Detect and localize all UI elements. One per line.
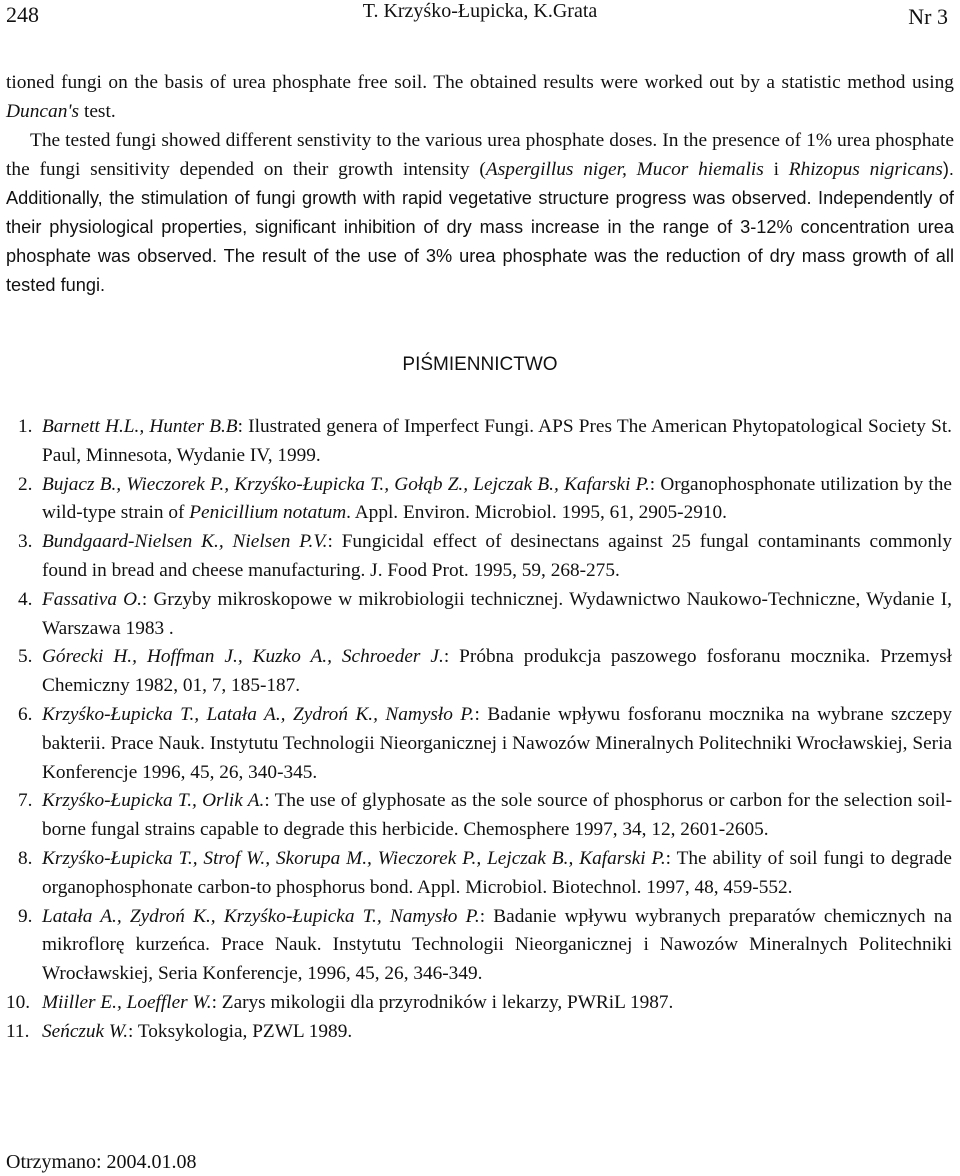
reference-item bbox=[6, 528, 952, 586]
paragraph-1-text: tioned fungi on the basis of urea phosphate free soil. The obtained results were worked out by a statistic method using bbox=[6, 72, 954, 93]
reference-number: 10. bbox=[6, 991, 31, 1013]
reference-text: : Toksykologia, PZWL 1989. bbox=[128, 1020, 353, 1042]
reference-authors: Bujacz B., Wieczorek P., Krzyśko-Łupicka T., Gołąb Z., Lejczak B., Kafarski P. bbox=[42, 473, 650, 495]
reference-text: . Appl. Environ. Microbiol. 1995, 61, 2905-2910. bbox=[346, 502, 727, 524]
paragraph-2-species-1: Aspergillus niger, Mucor hiemalis bbox=[485, 159, 764, 180]
page-number: 248 bbox=[6, 2, 39, 27]
paragraph-1-italic: Duncan's bbox=[6, 101, 80, 122]
reference-text: : Grzyby mikroskopowe w mikrobiologii technicznej. Wydawnictwo Naukowo-Techniczne, Wydanie I, Warszawa 1983 . bbox=[42, 588, 952, 639]
reference-number: 7. bbox=[18, 790, 33, 812]
running-title: T. Krzyśko-Łupicka, K.Grata bbox=[362, 0, 598, 22]
paragraph-2-species-2: Rhizopus nigricans bbox=[788, 159, 943, 180]
reference-text: : Zarys mikologii dla przyrodników i lekarzy, PWRiL 1987. bbox=[211, 991, 674, 1013]
reference-text: : The use of glyphosate as the sole source of phosphorus or carbon for the selection soil-borne fungal strains capable to degrade this herbicide. Chemosphere 1997, 34, 12, 2601-2605. bbox=[42, 790, 952, 841]
reference-authors: Seńczuk W. bbox=[42, 1020, 129, 1042]
reference-text: : Badanie wpływu fosforanu mocznika na wybrane szczepy bakterii. Prace Nauk. Instytutu Technologii Nieorganicznej i Nawozów Mineralnych Politechniki Wrocławskiej, Seria Konferencje 1996, 45, 26, 340-345. bbox=[42, 703, 952, 783]
reference-text: : Badanie wpływu wybranych preparatów chemicznych na mikroflorę kurzeńca. Prace Nauk. Instytutu Technologii Nieorganicznej i Nawozów Mineralnych Politechniki Wrocławskiej, Seria Konferencje, 1996, 45, 26, 346-349. bbox=[42, 905, 953, 985]
reference-number: 11. bbox=[6, 1020, 30, 1042]
paragraph-1-end: test. bbox=[79, 101, 116, 122]
reference-authors: Barnett H.L., Hunter B.B bbox=[42, 416, 238, 437]
reference-text: : Próbna produkcja paszowego fosforanu mocznika. Przemysł Chemiczny 1982, 01, 7, 185-187. bbox=[42, 646, 952, 697]
reference-item bbox=[6, 586, 952, 644]
reference-number: 1. bbox=[18, 416, 33, 437]
reference-italic: Penicillium notatum bbox=[189, 502, 347, 524]
paragraph-2-text-c: i bbox=[763, 159, 789, 180]
reference-text: : The ability of soil fungi to degrade organophosphonate carbon-to phosphorus bond. Appl. Microbiol. Biotechnol. 1997, 48, 459-552. bbox=[42, 847, 952, 898]
reference-number: 5. bbox=[18, 646, 33, 668]
reference-item bbox=[6, 1018, 952, 1047]
reference-authors: Górecki H., Hoffman J., Kuzko A., Schroeder J. bbox=[42, 646, 444, 668]
reference-authors: Fassativa O. bbox=[42, 588, 142, 610]
reference-list bbox=[6, 413, 952, 1047]
body-text bbox=[6, 68, 954, 300]
reference-item bbox=[6, 903, 952, 989]
reference-authors: Krzyśko-Łupicka T., Strof W., Skorupa M., Wieczorek P., Lejczak B., Kafarski P. bbox=[42, 847, 666, 869]
reference-text: : Fungicidal effect of desinectans against 25 fungal contaminants commonly found in bread and cheese manufacturing. J. Food Prot. 1995, 59, 268-275. bbox=[42, 531, 952, 581]
reference-text: : Organophosphonate utilization by the wild-type strain of bbox=[42, 473, 952, 524]
reference-authors: Miiller E., Loeffler W. bbox=[42, 991, 212, 1013]
reference-item bbox=[6, 643, 952, 701]
reference-item bbox=[6, 471, 952, 529]
reference-number: 4. bbox=[18, 588, 33, 610]
reference-authors: Krzyśko-Łupicka T., Latała A., Zydroń K., Namysło P. bbox=[42, 703, 475, 725]
issue-number: Nr 3 bbox=[908, 4, 948, 29]
reference-authors: Krzyśko-Łupicka T., Orlik A. bbox=[42, 790, 265, 812]
reference-item bbox=[6, 989, 952, 1018]
reference-text: : Ilustrated genera of Imperfect Fungi. APS Pres The American Phytopatological Society St. Paul, Minnesota, Wydanie IV, 1999. bbox=[42, 416, 953, 466]
received-date: Otrzymano: 2004.01.08 bbox=[6, 1151, 197, 1173]
reference-number: 9. bbox=[18, 905, 33, 927]
reference-number: 2. bbox=[18, 473, 33, 495]
reference-number: 6. bbox=[18, 703, 33, 725]
reference-item bbox=[6, 701, 952, 787]
paragraph-2-text-e: ). Additionally, the stimulation of fungi growth with rapid vegetative structure progress was observed. Independently of their physiological properties, significant inhibition of dry mass increase in the range of 3-12% concentration urea phosphate was observed. The result of the use of 3% urea phosphate was the reduction of dry mass growth of all tested fungi. bbox=[6, 159, 954, 295]
reference-item bbox=[6, 845, 952, 903]
section-title: PIŚMIENNICTWO bbox=[402, 354, 558, 375]
reference-item bbox=[6, 413, 952, 471]
reference-number: 8. bbox=[18, 847, 33, 869]
reference-number: 3. bbox=[18, 531, 33, 553]
paragraph-2-text-a: The tested fungi showed different senstivity to the various urea phosphate doses. In the presence of 1% urea phosphate the fungi sensitivity depended on their growth intensity ( bbox=[6, 130, 954, 180]
paragraph-2 bbox=[6, 126, 954, 300]
reference-authors: Bundgaard-Nielsen K., Nielsen P.V. bbox=[42, 531, 328, 553]
reference-authors: Latała A., Zydroń K., Krzyśko-Łupicka T., Namysło P. bbox=[42, 905, 480, 927]
page-header bbox=[6, 0, 954, 40]
reference-item bbox=[6, 787, 952, 845]
paragraph-1 bbox=[6, 68, 954, 126]
